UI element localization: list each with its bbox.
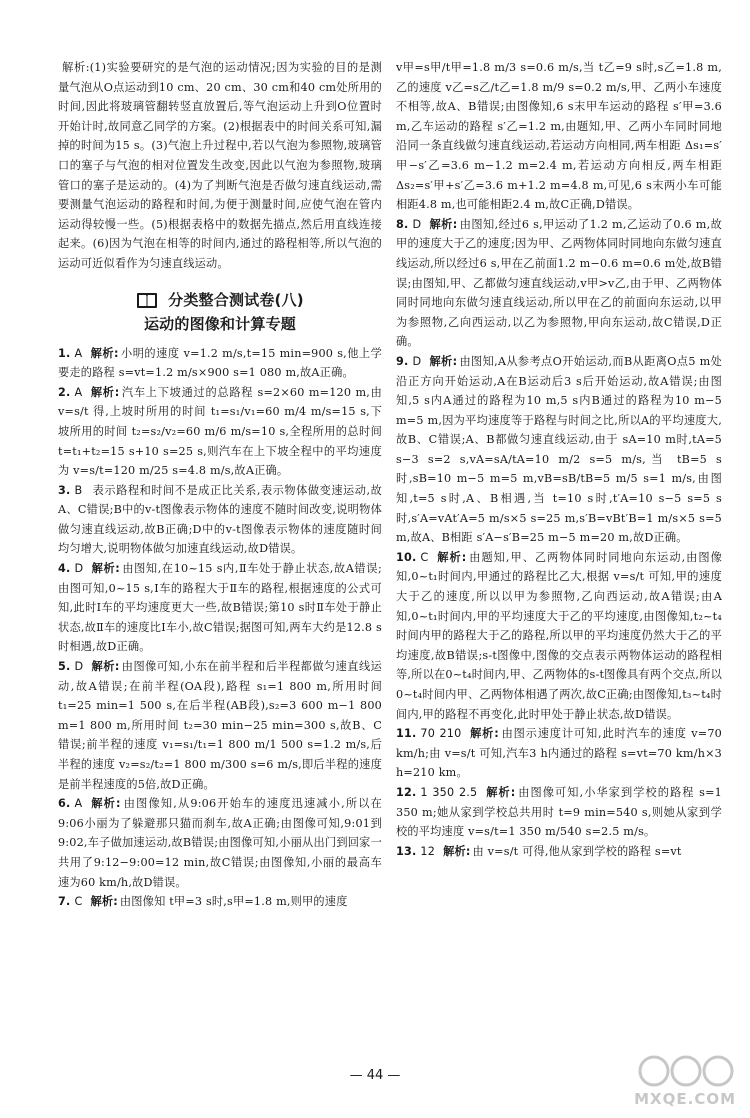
item-label: 解析:	[443, 844, 471, 858]
page-number: — 44 —	[349, 1068, 401, 1083]
item-number: 11.	[396, 727, 417, 741]
item-text: 由图像可知,小东在前半程和后半程都做匀速直线运动,故A错误;在前半程(OA段),路程 s₁=1 800 m,所用时间 t₁=25 min=1 500 s,在后半程(AB段),s₂=3 600 m−1 800 m=1 800 m,所用时间 t₂=30 min−25 min=300 s,故B、C错误;前半程的速度 v₁=s₁/t₁=1 800 m/1 500 s=1.2 m/s,后半程的速度 v₂=s₂/t₂=1 800 m/300 s=6 m/s,即后半程的速度是前半程速度的5倍,故D正确。	[58, 660, 382, 791]
item-answer: C	[74, 895, 83, 909]
answer-item	[396, 215, 722, 352]
answer-item	[58, 657, 382, 794]
item-text: 由图像可知,小华家到学校的路程 s=1 350 m;她从家到学校总共用时 t=9 min=540 s,则她从家到学校的平均速度 v=s/t=1 350 m/540 s=2.5 m/s。	[396, 785, 722, 839]
watermark-logo	[636, 1054, 736, 1108]
left-column	[58, 58, 382, 912]
item-number: 2.	[58, 385, 71, 399]
answer-item	[396, 783, 722, 842]
answer-item	[58, 383, 382, 481]
watermark-seal-icon	[636, 1054, 736, 1088]
answer-item	[396, 352, 722, 548]
watermark-text: MXQE.COM	[634, 1090, 736, 1108]
answer-item	[396, 548, 722, 724]
item-number: 12.	[396, 785, 417, 799]
item-answer: 12	[420, 844, 436, 858]
item-text: 汽车上下坡通过的总路程 s=2×60 m=120 m,由 v=s/t 得,上坡时所用的时间 t₁=s₁/v₁=60 m/4 m/s=15 s,下坡所用的时间 t₂=s₂/v₂=60 m/6 m/s=10 s,全程所用的总时间 t=t₁+t₂=15 s+10 s=25 s,则汽车在上下坡全程中的平均速度为 v=s/t=120 m/25 s=4.8 m/s,故A正确。	[58, 385, 382, 478]
item-text: 小明的速度 v=1.2 m/s,t=15 min=900 s,他上学要走的路程 s=vt=1.2 m/s×900 s=1 080 m,故A正确。	[58, 346, 382, 380]
item-number: 6.	[58, 797, 71, 811]
item-text: 由图知,在10~15 s内,Ⅱ车处于静止状态,故A错误;由图可知,0~15 s,Ⅰ车的路程大于Ⅱ车的路程,根据速度的公式可知,此时Ⅰ车的平均速度更大一些,故B错误;第10 s时Ⅱ车处于静止状态,故Ⅱ车的速度比Ⅰ车小,故C错误;据图可知,两车大约是12.8 s时相遇,故D正确。	[58, 562, 382, 654]
item-number: 1.	[58, 346, 71, 360]
section-subtitle: 运动的图像和计算专题	[143, 314, 296, 333]
answer-item	[58, 892, 382, 912]
answer-item	[58, 481, 382, 559]
item-7-continuation: v甲=s甲/t甲=1.8 m/3 s=0.6 m/s,当 t乙=9 s时,s乙=1.8 m,乙的速度 v乙=s乙/t乙=1.8 m/9 s=0.2 m/s,甲、乙两小车速度不相等,故A、B错误;由图像知,6 s末甲车运动的路程 s′甲=3.6 m,乙车运动的路程 s′乙=1.2 m,由题知,甲、乙两小车同时同地沿同一条直线做匀速直线运动,若运动方向相同,两车相距 Δs₁=s′甲−s′乙=3.6 m−1.2 m=2.4 m,若运动方向相反,两车相距 Δs₂=s′甲+s′乙=3.6 m+1.2 m=4.8 m,可见,6 s末两小车可能相距4.8 m,也可能相距2.4 m,故C正确,D错误。	[396, 61, 722, 212]
answer-item	[396, 842, 722, 862]
item-text: 由图示速度计可知,此时汽车的速度 v=70 km/h;由 v=s/t 可知,汽车3 h内通过的路程 s=vt=70 km/h×3 h=210 km。	[396, 727, 722, 780]
item-label: 解析:	[469, 727, 499, 741]
item-label: 解析:	[90, 895, 118, 909]
item-text: 由图知,经过6 s,甲运动了1.2 m,乙运动了0.6 m,故甲的速度大于乙的速度;因为甲、乙两物体同时同地向东做匀速直线运动,所以经过6 s,甲在乙前面1.2 m−0.6 m=0.6 m处,故B错误;由图知,甲、乙都做匀速直线运动,v甲>v乙,由于甲、乙两物体同时同地向东做匀速直线运动,所以甲在乙的前面向东运动,以甲为参照物,乙向西运动,以乙为参照物,甲向东运动,故C错误,D正确。	[396, 217, 722, 349]
item-answer: D	[74, 562, 84, 576]
answer-item	[396, 724, 722, 783]
item-number: 7.	[58, 895, 71, 909]
item-answer: D	[412, 217, 422, 231]
item-answer: D	[74, 660, 84, 674]
item-number: 8.	[396, 217, 409, 231]
right-column	[396, 58, 722, 861]
item-text: 由图像知 t甲=3 s时,s甲=1.8 m,则甲的速度	[119, 895, 348, 909]
item-number: 10.	[396, 550, 417, 564]
item-answer: 70 210	[420, 727, 462, 741]
item-number: 4.	[58, 562, 71, 576]
section-header	[58, 288, 382, 336]
item-label: 解析:	[90, 797, 121, 811]
item-text: 由题知,甲、乙两物体同时同地向东运动,由图像知,0~t₁时间内,甲通过的路程比乙大,根据 v=s/t 可知,甲的速度大于乙的速度,所以以甲为参照物,乙向西运动,故A错误;由A知,0~t₁时间内,甲的平均速度大于乙的平均速度,由图像知,t₂~t₄时间内甲的路程大于乙的路程,所以甲的平均速度仍然大于乙的平均速度,故B错误;s-t图像中,图像的交点表示两物体运动的路程相等,所以在0~t₄时间内,甲、乙两物体的s-t图像具有两个交点,所以0~t₄时间内甲、乙两物体相遇了两次,故C正确;由图像知,t₃~t₄时间内,甲的路程不再变化,此时甲处于静止状态,故D错误。	[396, 550, 722, 721]
section-title-row	[58, 288, 382, 312]
answer-item	[58, 794, 382, 892]
item-answer: D	[412, 354, 422, 368]
intro-analysis	[58, 58, 382, 274]
item-answer: A	[74, 385, 83, 399]
book-icon	[136, 291, 158, 309]
item-label: 解析:	[429, 217, 458, 231]
item-label: 解析:	[91, 562, 120, 576]
item-answer: A	[74, 797, 83, 811]
item-answer: 1 350 2.5	[420, 785, 478, 799]
item-label: 解析:	[429, 354, 458, 368]
item-label: 解析:	[91, 660, 120, 674]
item-text: 由图像知,从9:06开始车的速度迅速减小,所以在9:06小丽为了躲避那只猫而刹车,故A正确;由图像可知,9:01到9:02,车子做加速运动,故B错误;由图像可知,小丽从出门到回家一共用了9:12−9:00=12 min,故C错误;由图像知,小丽的最高车速为60 km/h,故D错误。	[58, 797, 382, 889]
item-answer: A	[74, 346, 83, 360]
item-text: 由 v=s/t 可得,他从家到学校的路程 s=vt	[472, 844, 682, 858]
item-label: 解析:	[90, 385, 120, 399]
intro-text: 解析:(1)实验要研究的是气泡的运动情况;因为实验的目的是测量气泡从O点运动到10 cm、20 cm、30 cm和40 cm处所用的时间,因此将玻璃管翻转竖直放置后,等气泡运动上升到O位置时开始计时,故同意乙同学的方案。(2)根据表中的时间关系可知,漏掉的时间为15 s。(3)气泡上升过程中,若以气泡为参照物,玻璃管口的塞子与气泡的相对位置发生改变,因此以气泡为参照物,玻璃管口的塞子是运动的。(4)为了判断气泡是否做匀速直线运动,需要测量气泡运动的路程和时间,为便于测量时间,应使气泡在管内运动得较慢一些。(5)根据表格中的数据先描点,然后用直线连接起来。(6)因为气泡在相等的时间内,通过的路程相等,所以气泡的运动可近似看作为匀速直线运动。	[58, 61, 382, 270]
item-answer: C	[420, 550, 429, 564]
item-label: 解析:	[436, 550, 467, 564]
section-title: 分类整合测试卷(八)	[168, 290, 304, 309]
item-number: 9.	[396, 354, 409, 368]
item-text: 由图知,A从参考点O开始运动,而B从距离O点5 m处沿正方向开始运动,A在B运动后3 s后开始运动,故A错误;由图知,5 s内A通过的路程为10 m,5 s内B通过的路程为10 m−5 m=5 m,因为平均速度等于路程与时间之比,所以A的平均速度大,故B、C错误;A、B都做匀速直线运动,由于 sA=10 m时,tA=5 s−3 s=2 s,vA=sA/tA=10 m/2 s=5 m/s,当 tB=5 s时,sB=10 m−5 m=5 m,vB=sB/tB=5 m/5 s=1 m/s,由图知,t=5 s时,A、B相遇,当 t=10 s时,t′A=10 s−5 s=5 s时,s′A=vAt′A=5 m/s×5 s=25 m,s′B=vBt′B=1 m/s×5 s=5 m,故A、B相距 s′A−s′B=25 m−5 m=20 m,故D正确。	[396, 354, 722, 545]
item-number: 13.	[396, 844, 417, 858]
item-number: 3.	[58, 483, 71, 497]
item-label: 解析:	[485, 785, 516, 799]
item-answer: B	[74, 483, 83, 497]
item-number: 5.	[58, 660, 71, 674]
answer-list-left	[58, 344, 382, 912]
answer-list-right	[396, 215, 722, 862]
item-text: 表示路程和时间不是成正比关系,表示物体做变速运动,故A、C错误;B中的v-t图像表示物体的速度不随时间改变,说明物体做匀速直线运动,故B正确;D中的v-t图像表示物体的速度随时间均匀增大,说明物体做匀加速直线运动,故D错误。	[58, 483, 382, 556]
answer-item	[58, 344, 382, 383]
item-label: 解析:	[90, 346, 119, 360]
answer-item	[58, 559, 382, 657]
